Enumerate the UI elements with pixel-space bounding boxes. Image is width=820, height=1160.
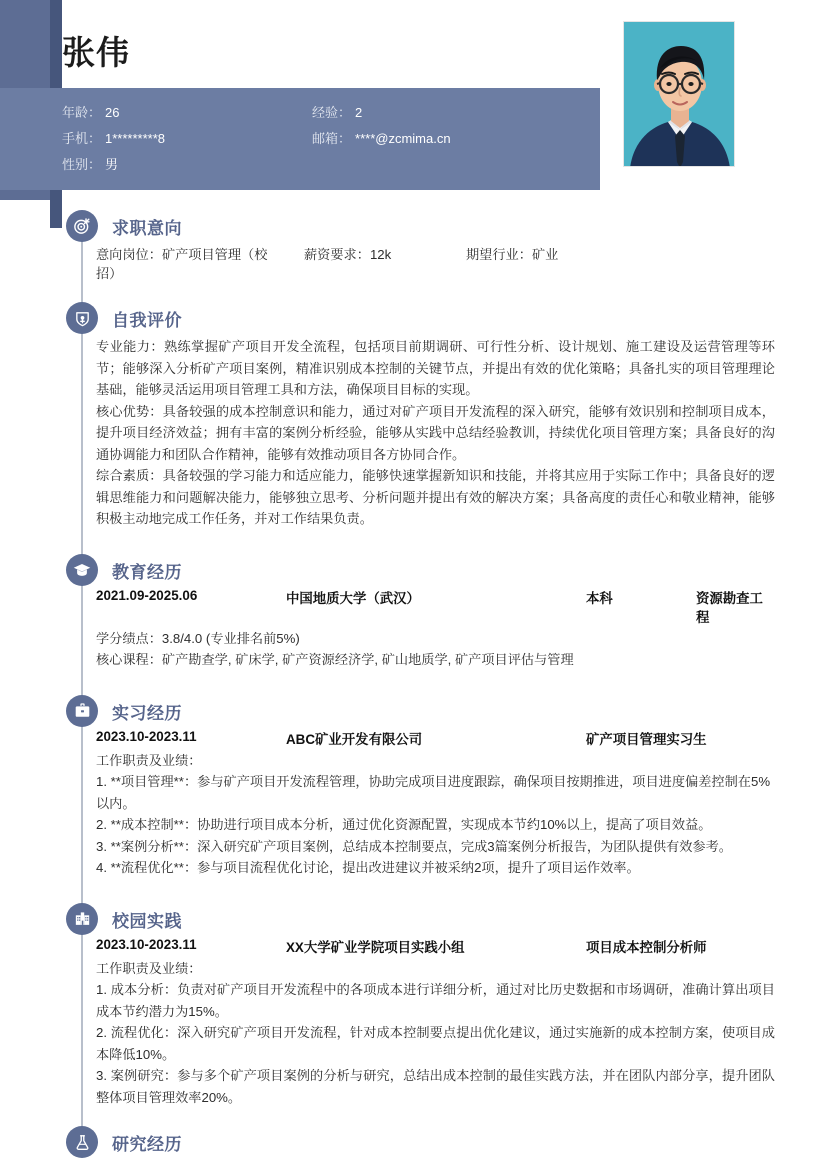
candidate-name: 张伟 [62,34,130,71]
info-label: 邮箱： [312,131,352,146]
practice-duty-item: 3. 案例研究：参与多个矿产项目案例的分析与研究，总结出成本控制的最佳实践方法，并在团队内部分享，提升团队整体项目管理效率20%。 [96,1068,775,1105]
section-header [0,298,820,336]
resume-content [0,206,820,1160]
practice-duty-item: 1. 成本分析：负责对矿产项目开发流程中的各项成本进行详细分析，通过对比历史数据和市场调研，准确计算出项目成本节约潜力为15%。 [96,982,775,1019]
section-title: 研究经历 [112,1135,182,1154]
practice-organization: XX大学矿业学院项目实践小组 [286,939,465,955]
practice-entry-row [96,937,775,956]
info-label: 手机： [62,131,102,146]
internship-company: ABC矿业开发有限公司 [286,731,423,747]
practice-duties-label: 工作职责及业绩： [96,960,202,976]
section-education [0,550,820,691]
intended-position-label: 意向岗位： [96,247,162,262]
education-gpa: 学分绩点：3.8/4.0 (专业排名前5%) [96,630,300,646]
info-field-gender [62,152,312,178]
education-major: 资源勘查工程 [696,590,763,625]
internship-date: 2023.10-2023.11 [96,728,197,744]
info-field-email [312,126,562,152]
practice-date: 2023.10-2023.11 [96,936,197,952]
expected-salary-value: 12k [369,247,392,262]
section-body [0,336,820,530]
expected-industry-value: 矿业 [531,247,559,262]
section-body [0,588,820,671]
practice-duty-item: 2. 流程优化：深入研究矿产项目开发流程，针对成本控制要点提出优化建议，通过实施新的成本控制方案，使项目成本降低10%。 [96,1025,775,1062]
education-school: 中国地质大学（武汉） [286,590,420,606]
info-field-phone [62,126,312,152]
expected-industry [466,244,558,282]
info-value: 2 [355,105,363,120]
internship-entry-row [96,729,775,748]
expected-salary-label: 薪资要求： [304,247,370,262]
resume-header [0,0,820,200]
education-entry-row [96,588,775,626]
section-header [0,1122,820,1160]
info-field-age [62,100,312,126]
info-value: 男 [105,157,119,172]
section-title: 校园实践 [112,911,182,931]
section-body [0,729,820,879]
job-intention-row [96,244,775,282]
intended-position-value: 矿产项目管理（校招） [96,247,268,281]
info-row [62,126,582,152]
section-internship [0,691,820,899]
intended-position [96,244,276,282]
section-research [0,1122,820,1160]
portrait-photo-frame [620,18,738,170]
info-row [62,152,582,178]
internship-duties-label: 工作职责及业绩： [96,752,202,768]
info-label: 经验： [312,105,352,120]
internship-duty-item: 1. **项目管理**：参与矿产项目开发流程管理，协助完成项目进度跟踪，确保项目按期推进，项目进度偏差控制在5%以内。 [96,774,771,811]
info-row [62,100,582,126]
section-campus-practice [0,899,820,1123]
campus-building-icon [66,903,98,935]
education-date: 2021.09-2025.06 [96,587,198,603]
info-field-experience [312,100,562,126]
info-value: ****@zcmima.cn [355,131,451,146]
briefcase-icon [66,695,98,727]
contact-info-grid [62,100,582,178]
section-self-evaluation [0,298,820,550]
section-title: 实习经历 [112,703,182,723]
section-job-intention [0,206,820,298]
section-header [0,550,820,588]
self-eval-paragraph: 综合素质：具备较强的学习能力和适应能力，能够快速掌握新知识和技能，并将其应用于实际工作中；具备良好的逻辑思维能力和问题解决能力，能够独立思考、分析问题并提出有效的解决方案；具备高度的责任心和敬业精神，能够积极主动地完成工作任务，并对工作结果负责。 [96,468,775,526]
section-header [0,899,820,937]
internship-role: 矿产项目管理实习生 [586,731,707,747]
section-title: 求职意向 [112,219,182,238]
graduation-cap-icon [66,554,98,586]
section-header [0,691,820,729]
badge-icon [66,302,98,334]
info-label: 年龄： [62,105,102,120]
portrait-photo [623,21,735,167]
practice-role: 项目成本控制分析师 [586,939,707,955]
self-eval-paragraph: 专业能力：熟练掌握矿产项目开发全流程，包括项目前期调研、可行性分析、设计规划、施工建设及运营管理等环节；能够深入分析矿产项目案例，精准识别成本控制的关键节点，并提出有效的优化策略；具备扎实的项目管理理论基础，能够灵活运用项目管理工具和方法，确保项目目标的实现。 [96,339,775,397]
info-value: 26 [105,105,120,120]
info-field-empty [312,152,562,178]
info-label: 性别： [62,157,102,172]
section-header [0,206,820,244]
section-title: 自我评价 [112,311,182,330]
self-eval-paragraph: 核心优势：具备较强的成本控制意识和能力，通过对矿产项目开发流程的深入研究，能够有效识别和控制项目成本，提升项目经济效益；拥有丰富的案例分析经验，能够从实践中总结经验教训，持续优化项目管理方案；具备良好的沟通协调能力和团队合作精神，能够有效推动项目各方协同合作。 [96,403,775,462]
target-icon [66,210,98,242]
info-value: 1*********8 [105,131,166,146]
internship-duty-item: 3. **案例分析**：深入研究矿产项目案例，总结成本控制要点，完成3篇案例分析报告，为团队提供有效参考。 [96,838,732,854]
internship-duty-item: 2. **成本控制**：协助进行项目成本分析，通过优化资源配置，实现成本节约10%以上，提高了项目效益。 [96,817,712,832]
expected-salary [276,244,466,282]
expected-industry-label: 期望行业： [466,247,532,262]
section-body [0,244,820,282]
education-courses: 核心课程：矿产勘查学, 矿床学, 矿产资源经济学, 矿山地质学, 矿产项目评估与管理 [96,652,574,667]
section-body [0,937,820,1109]
flask-icon [66,1126,98,1158]
section-title: 教育经历 [112,562,182,582]
education-degree: 本科 [586,590,613,606]
internship-duty-item: 4. **流程优化**：参与项目流程优化讨论，提出改进建议并被采纳2项，提升了项目运作效率。 [96,860,640,875]
